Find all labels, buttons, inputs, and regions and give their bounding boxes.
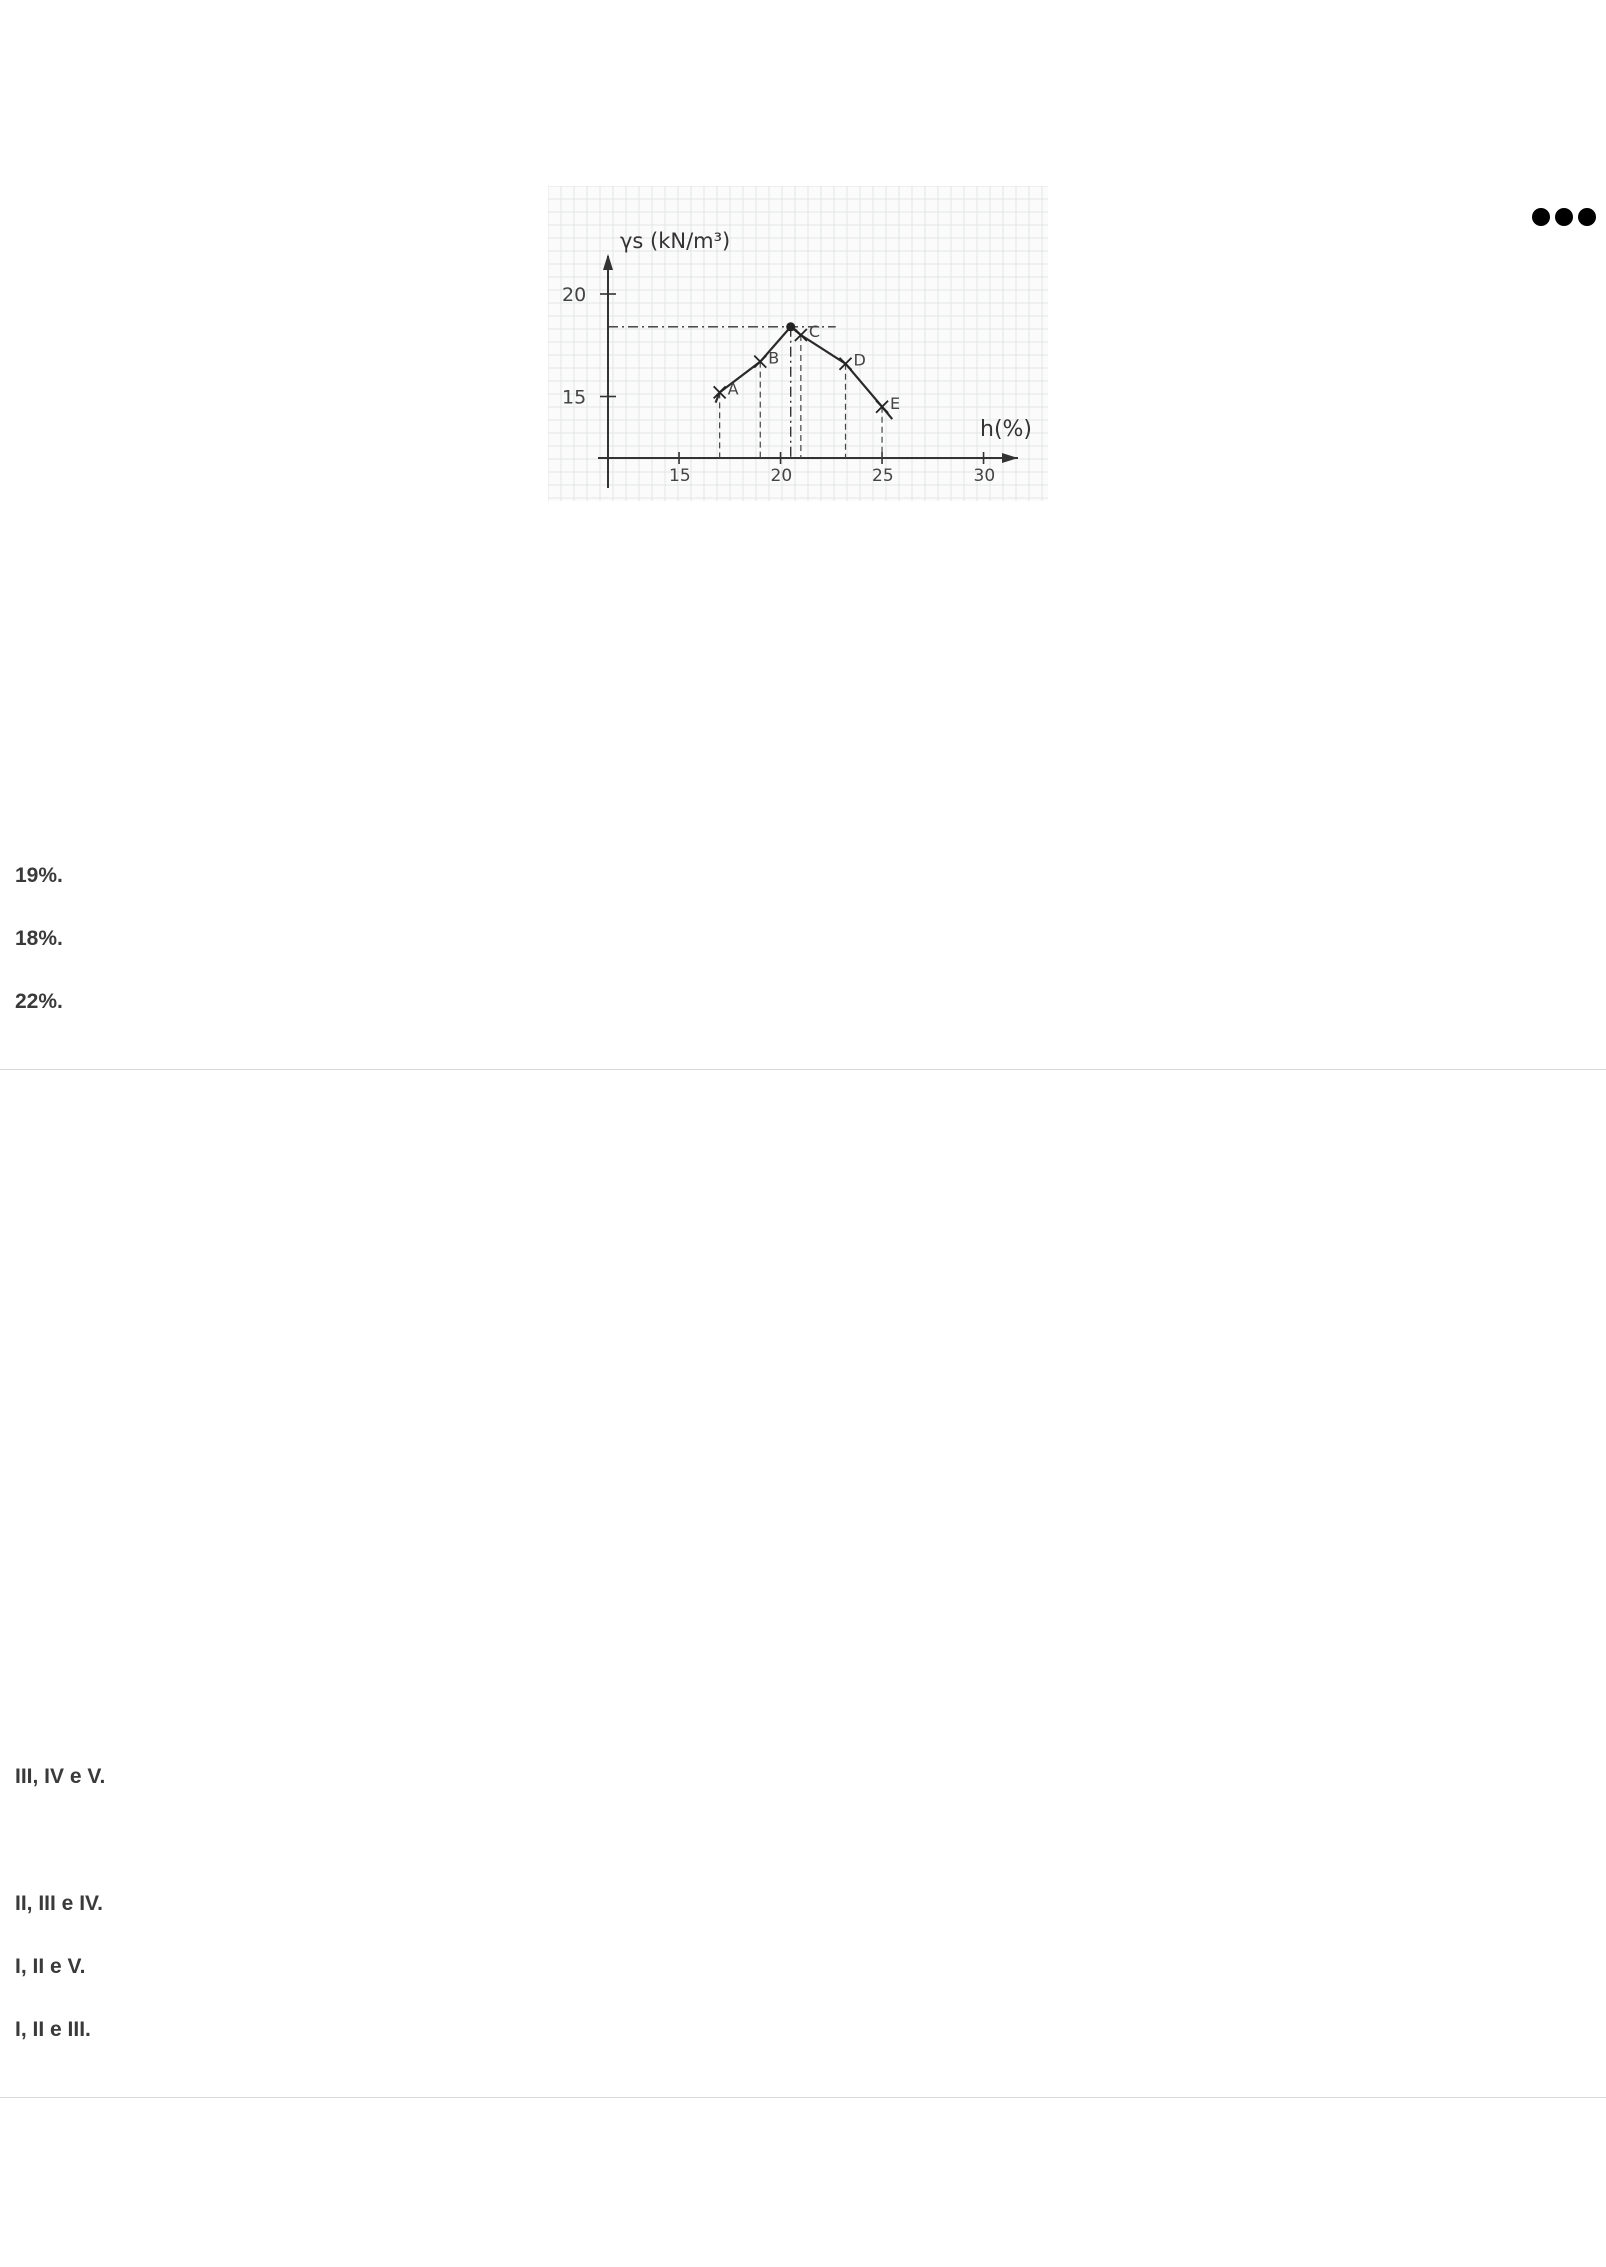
question-divider [0,1069,1606,1070]
y-tick-label: 20 [562,284,587,306]
point-label: A [727,379,739,399]
y-tick-label: 15 [562,386,587,409]
answer-option[interactable]: III, IV e V. [15,1765,106,1788]
x-axis-label: h(%) [980,417,1033,442]
answer-option[interactable]: 22%. [15,990,63,1013]
more-dot-icon [1555,208,1573,226]
point-label: D [853,350,866,370]
y-axis-label: γs (kN/m³) [620,229,731,253]
x-tick-label: 30 [973,466,996,486]
answer-option[interactable]: 19%. [15,864,63,887]
answer-option[interactable]: 18%. [15,927,63,950]
more-dot-icon [1532,208,1550,226]
answer-option[interactable]: II, III e IV. [15,1892,103,1915]
x-tick-label: 15 [669,466,691,486]
more-options-button[interactable] [1532,205,1606,229]
x-tick-label: 25 [872,466,894,486]
answer-option[interactable]: I, II e III. [15,2018,91,2041]
answer-option[interactable]: I, II e V. [15,1955,86,1978]
compaction-chart [548,186,1048,501]
question-divider [0,2097,1606,2098]
x-tick-label: 20 [770,466,793,486]
point-label: E [890,393,901,413]
point-label: B [768,348,780,368]
more-dot-icon [1578,208,1596,226]
compaction-curve-figure [548,186,1048,501]
point-label: C [808,322,821,341]
maximum-point [786,322,795,331]
